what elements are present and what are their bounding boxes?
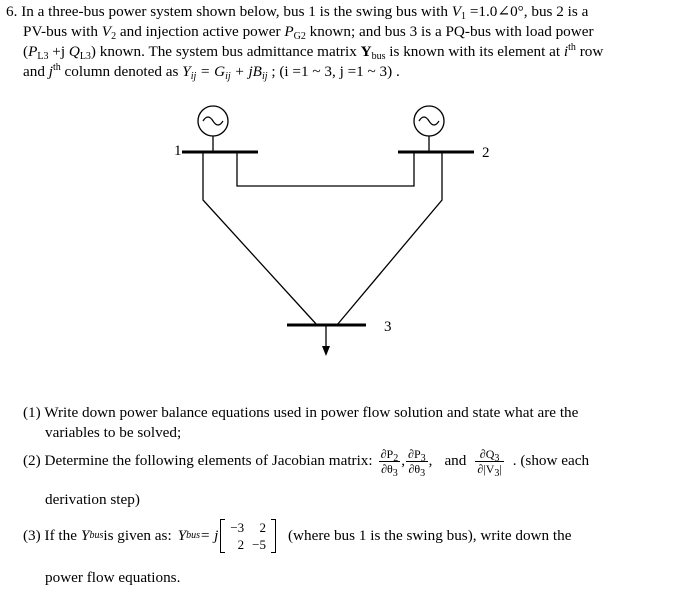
problem-text: , bus 2 is a bbox=[523, 3, 589, 20]
question-2-line-2: derivation step) bbox=[45, 491, 140, 508]
frac-den-sub: 3 bbox=[392, 467, 398, 479]
generator-2-sine bbox=[419, 117, 439, 125]
problem-text: +j bbox=[48, 43, 69, 60]
problem-text: In a three-bus power system shown below, bus 1 is the swing bus with bbox=[21, 3, 452, 20]
sub-v1: 1 bbox=[461, 11, 467, 22]
question-3-text: (where bus 1 is the swing bus), write down the bbox=[288, 527, 572, 544]
var-ybus: Y bbox=[360, 43, 372, 60]
load-arrow-icon bbox=[322, 346, 330, 356]
frac-num: ∂P bbox=[408, 446, 421, 461]
question-2-text: (2) Determine the following elements of Jacobian matrix: bbox=[23, 452, 373, 469]
sub-ybus: bus bbox=[371, 51, 386, 62]
generator-1-sine bbox=[203, 117, 223, 125]
frac-num-sub: 2 bbox=[393, 452, 399, 464]
var-v2: V bbox=[101, 23, 112, 40]
question-1-line-1: (1) Write down power balance equations used in power flow solution and state what are the bbox=[23, 404, 579, 421]
problem-text: and injection active power bbox=[116, 23, 285, 40]
question-3-line-2: power flow equations. bbox=[45, 569, 181, 586]
sup-th: th bbox=[568, 42, 576, 53]
frac-num-sub: 3 bbox=[420, 452, 426, 464]
problem-text: row bbox=[575, 43, 604, 60]
var-yij: Y bbox=[182, 63, 191, 80]
index-range: ; (i =1 ~ 3, j =1 ~ 3) . bbox=[267, 63, 400, 80]
sub-pl3: L3 bbox=[37, 51, 49, 62]
frac-den: ∂θ bbox=[381, 461, 393, 476]
partial-q3-v3 bbox=[475, 446, 503, 479]
frac-den: ∂|V bbox=[477, 461, 495, 476]
matrix-cell: −5 bbox=[252, 537, 266, 552]
line-2-3 bbox=[337, 152, 442, 325]
var-bij: + jB bbox=[230, 63, 262, 80]
var-ybus: Y bbox=[177, 527, 187, 544]
separator: , bbox=[428, 452, 433, 469]
question-3-text: is given as: bbox=[103, 527, 172, 544]
problem-text: is known with its element at bbox=[385, 43, 564, 60]
problem-text: column denoted as bbox=[60, 63, 183, 80]
question-2-line-1 bbox=[23, 443, 589, 479]
sub-ij: ij bbox=[190, 71, 197, 82]
var-pl3: P bbox=[28, 43, 38, 60]
ybus-matrix bbox=[220, 519, 276, 553]
v1-value: =1.0∠0° bbox=[466, 3, 524, 20]
bus-2-label: 2 bbox=[482, 145, 490, 161]
frac-num: ∂Q bbox=[479, 446, 495, 461]
problem-text: known; and bus 3 is a PQ-bus with load power bbox=[305, 23, 594, 40]
matrix-cell: 2 bbox=[237, 537, 245, 552]
var-gij: = G bbox=[196, 63, 226, 80]
var-pg2: P bbox=[284, 23, 294, 40]
sub-ql3: L3 bbox=[79, 51, 91, 62]
question-2-text: . (show each bbox=[512, 452, 590, 469]
var-ybus: Y bbox=[80, 527, 90, 544]
frac-num-sub: 3 bbox=[494, 452, 500, 464]
question-2-and: and bbox=[444, 452, 467, 469]
var-j: j bbox=[48, 63, 53, 80]
problem-text: and bbox=[23, 63, 49, 80]
question-3-text: (3) If the bbox=[23, 527, 77, 544]
problem-text: ( bbox=[23, 43, 29, 60]
bus-3-label: 3 bbox=[384, 319, 392, 335]
problem-number: 6. bbox=[6, 3, 18, 20]
frac-den-bar: | bbox=[499, 461, 502, 476]
matrix-cell: −3 bbox=[230, 520, 245, 535]
line-1-3 bbox=[203, 152, 317, 325]
frac-num: ∂P bbox=[380, 446, 394, 461]
partial-p3-theta3 bbox=[406, 446, 428, 479]
frac-den: ∂θ bbox=[408, 461, 421, 476]
var-ql3: Q bbox=[68, 43, 80, 60]
matrix-cell: 2 bbox=[259, 520, 266, 535]
sub-pg2: G2 bbox=[293, 31, 306, 42]
bus-1-label: 1 bbox=[174, 143, 182, 159]
frac-den-sub: 3 bbox=[494, 467, 500, 479]
var-v1: V bbox=[451, 3, 462, 20]
question-3-line-1: (3) If the Y bus is given as: Y bus = j −3 2 2 −5 (where bus 1 is the swing bus), write down the bbox=[23, 520, 572, 552]
problem-text: PV-bus with bbox=[23, 23, 102, 40]
problem-text: ) known. The system bus admittance matrix bbox=[90, 43, 361, 60]
line-1-2 bbox=[237, 152, 414, 186]
sub-ij: ij bbox=[261, 71, 268, 82]
frac-den-sub: 3 bbox=[420, 467, 426, 479]
partial-p2-theta3 bbox=[379, 446, 401, 479]
var-i: i bbox=[563, 43, 569, 60]
sub-v2: 2 bbox=[111, 31, 117, 42]
equals-j: = j bbox=[200, 527, 219, 544]
sup-th: th bbox=[52, 62, 61, 73]
separator: , bbox=[401, 452, 406, 469]
question-1-line-2: variables to be solved; bbox=[45, 424, 182, 441]
sub-ij: ij bbox=[225, 71, 231, 82]
